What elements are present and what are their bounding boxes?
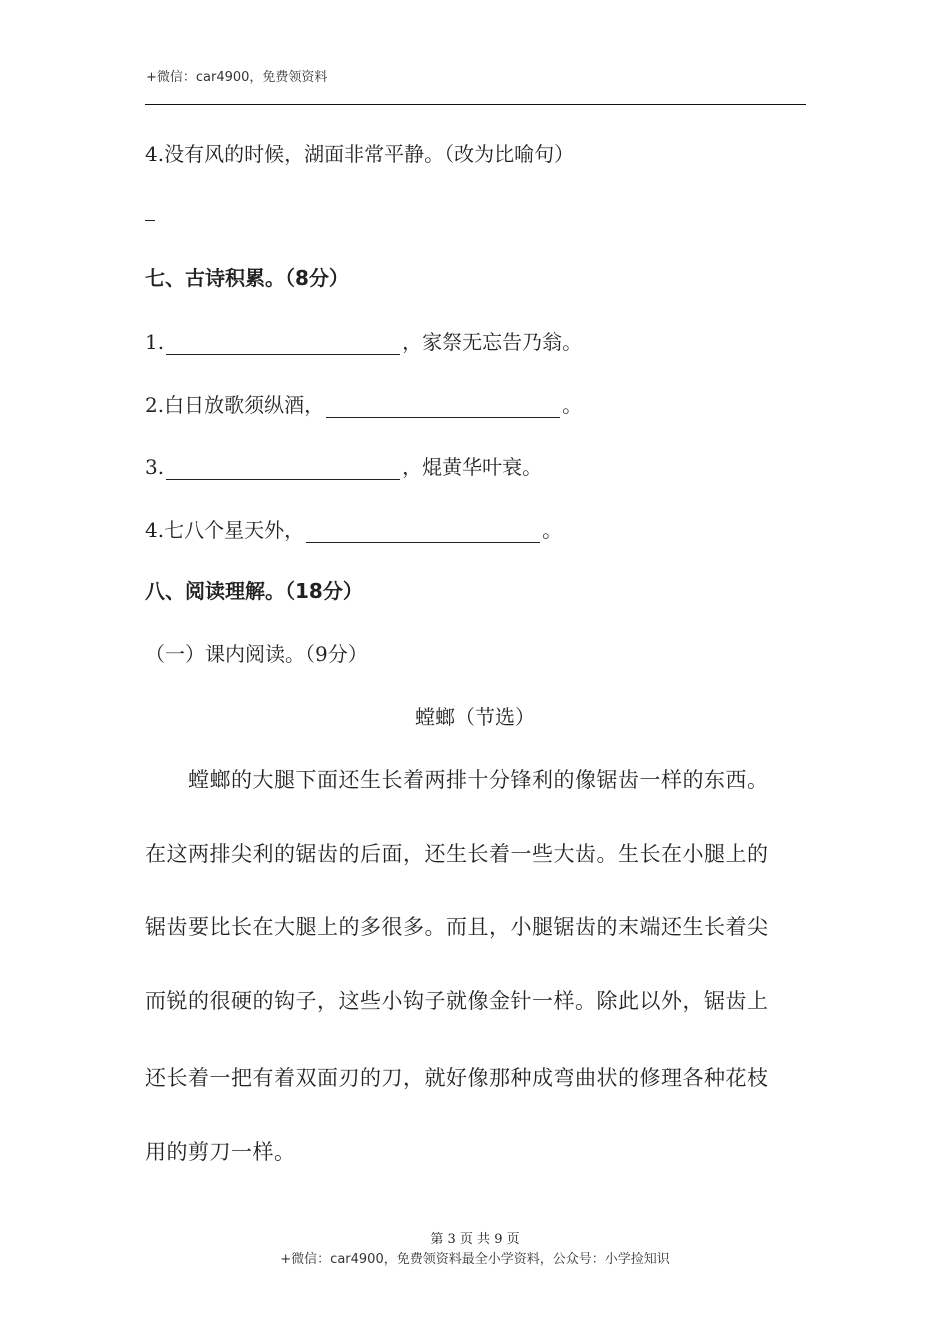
header-rule xyxy=(145,104,806,105)
poem-blank-4[interactable] xyxy=(306,520,540,543)
paragraph-line: 还长着一把有着双面刃的刀，就好像那种成弯曲状的修理各种花枝 xyxy=(145,1066,769,1090)
answer-line-stub xyxy=(145,220,155,221)
poem-blank-1[interactable] xyxy=(166,332,400,355)
poem-item-4 xyxy=(145,514,562,543)
page-number: 第 3 页 共 9 页 xyxy=(430,1232,520,1247)
footer-note: +微信：car4900，免费领资料最全小学资料，公众号：小学捡知识 xyxy=(280,1252,670,1267)
poem-item-2 xyxy=(145,389,582,418)
poem-item-3 xyxy=(145,451,542,480)
paragraph-line: 锯齿要比长在大腿上的多很多。而且，小腿锯齿的末端还生长着尖 xyxy=(145,915,769,939)
paragraph-line: 螳螂的大腿下面还生长着两排十分锋利的像锯齿一样的东西。 xyxy=(145,768,769,792)
poem-blank-2[interactable] xyxy=(326,395,560,418)
question-6-4: 4.没有风的时候，湖面非常平静。（改为比喻句） xyxy=(145,142,575,166)
poem-item-4-prefix: 4.七八个星天外， xyxy=(145,518,305,542)
poem-item-1-suffix: ，家祭无忘告乃翁。 xyxy=(402,330,583,354)
poem-item-3-suffix: ，焜黄华叶衰。 xyxy=(402,455,543,479)
passage-title: 螳螂（节选） xyxy=(415,705,535,729)
section-8-heading: 八、阅读理解。（18分） xyxy=(145,579,363,603)
poem-item-4-suffix: 。 xyxy=(542,518,563,542)
poem-blank-3[interactable] xyxy=(166,457,400,480)
subsection-1-heading: （一）课内阅读。（9分） xyxy=(145,642,368,666)
poem-item-1-prefix: 1. xyxy=(145,330,165,354)
poem-item-3-prefix: 3. xyxy=(145,455,165,479)
poem-item-2-prefix: 2.白日放歌须纵酒， xyxy=(145,393,325,417)
paragraph-line: 而锐的很硬的钩子，这些小钩子就像金针一样。除此以外，锯齿上 xyxy=(145,989,769,1013)
paragraph-line: 用的剪刀一样。 xyxy=(145,1140,296,1164)
poem-item-2-suffix: 。 xyxy=(562,393,583,417)
poem-item-1 xyxy=(145,326,582,355)
header-note: +微信：car4900，免费领资料 xyxy=(146,70,328,85)
paragraph-line: 在这两排尖利的锯齿的后面，还生长着一些大齿。生长在小腿上的 xyxy=(145,842,769,866)
section-7-heading: 七、古诗积累。（8分） xyxy=(145,266,349,290)
